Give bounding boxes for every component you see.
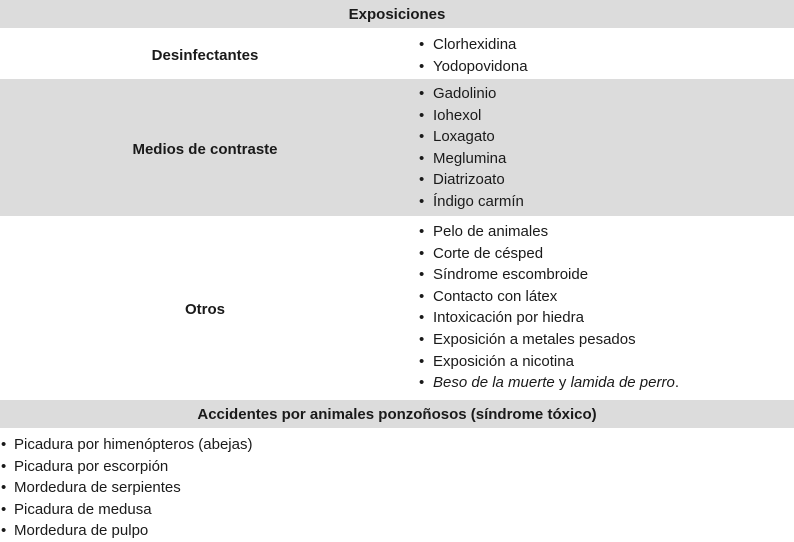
row-otros bbox=[0, 218, 794, 400]
accidentes-list bbox=[0, 430, 794, 542]
list-item: • Exposición a nicotina bbox=[416, 351, 794, 373]
list-item: • Diatrizoato bbox=[416, 169, 794, 191]
row-items bbox=[410, 34, 794, 77]
list-item: • Mordedura de pulpo bbox=[0, 520, 794, 542]
list-item: • Gadolinio bbox=[416, 83, 794, 105]
section-header-title: Accidentes por animales ponzoñosos (síndrome tóxico) bbox=[197, 405, 597, 423]
list-item: • Mordedura de serpientes bbox=[0, 477, 794, 499]
list-item: • Síndrome escombroide bbox=[416, 264, 794, 286]
italic-term: lamida de perro bbox=[570, 374, 675, 392]
list-item: • Picadura de medusa bbox=[0, 499, 794, 521]
list-item: • Pelo de animales bbox=[416, 221, 794, 243]
row-desinfectantes bbox=[0, 30, 794, 79]
list-item: • Yodopovidona bbox=[416, 56, 794, 78]
list-item: • Loxagato bbox=[416, 126, 794, 148]
table-header-title: Exposiciones bbox=[348, 5, 446, 23]
row-label: Medios de contraste bbox=[132, 141, 278, 158]
italic-term: Beso de la muerte bbox=[433, 374, 555, 392]
list-item: • Meglumina bbox=[416, 148, 794, 170]
list-item: • Iohexol bbox=[416, 105, 794, 127]
list-item-mixed bbox=[416, 372, 794, 394]
row-label: Otros bbox=[184, 301, 225, 318]
list-item: • Índigo carmín bbox=[416, 191, 794, 213]
row-medios-de-contraste bbox=[0, 79, 794, 218]
list-item: • Clorhexidina bbox=[416, 34, 794, 56]
list-item: • Contacto con látex bbox=[416, 286, 794, 308]
list-item: • Picadura por himenópteros (abejas) bbox=[0, 434, 794, 456]
period-text: . bbox=[674, 374, 679, 392]
row-label: Desinfectantes bbox=[151, 47, 259, 64]
list-item: • Corte de césped bbox=[416, 243, 794, 265]
table-header bbox=[0, 0, 794, 30]
row-items bbox=[410, 221, 794, 398]
list-item: • Exposición a metales pesados bbox=[416, 329, 794, 351]
section-header-accidentes bbox=[0, 400, 794, 430]
list-item: • Picadura por escorpión bbox=[0, 456, 794, 478]
connector-text: y bbox=[554, 374, 571, 392]
row-items bbox=[410, 83, 794, 216]
list-item: • Intoxicación por hiedra bbox=[416, 307, 794, 329]
